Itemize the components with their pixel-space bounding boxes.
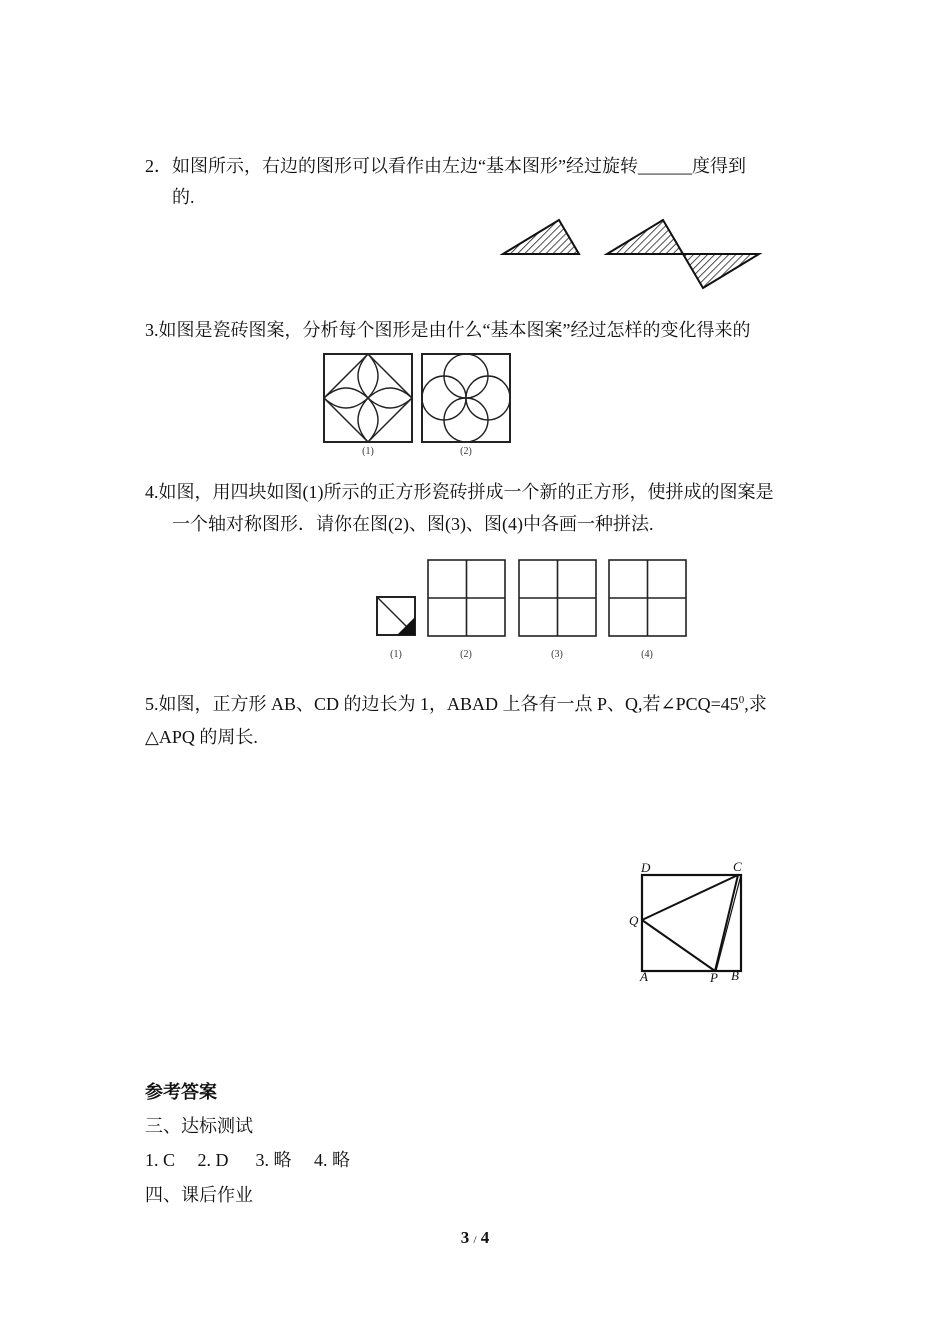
q4-tiling-figures (370, 555, 695, 665)
basic-triangle-shape (503, 220, 579, 254)
label-b: B (731, 968, 739, 983)
label-q: Q (629, 913, 639, 928)
q3-caption-1: (1) (362, 446, 374, 457)
answers-items: 1. C 2. D 3. 略 4. 略 (145, 1150, 351, 1170)
page-number: 3 / 4 (460, 1228, 490, 1247)
label-a: A (640, 969, 648, 984)
q5-square-figure (625, 855, 755, 990)
rotated-triangle-lower (683, 254, 759, 288)
answers-section-4: 四、课后作业 (145, 1185, 253, 1205)
q2-rotation-figure (495, 212, 770, 294)
q3-tile-figures (318, 348, 518, 460)
q2-text-line1: 2．如图所示，右边的图形可以看作由左边“基本图形”经过旋转______度得到 (145, 156, 746, 176)
grid-2 (428, 560, 505, 636)
tile-pattern-2 (422, 354, 510, 442)
q4-text-line2: 一个轴对称图形．请你在图(2)、图(3)、图(4)中各画一种拼法. (172, 514, 654, 534)
q5-text-line2: △APQ 的周长. (145, 727, 258, 747)
answers-title: 参考答案 (145, 1082, 217, 1102)
q2-text-line2: 的. (172, 187, 195, 207)
label-d: D (641, 860, 651, 875)
q4-text-line1: 4.如图，用四块如图(1)所示的正方形瓷砖拼成一个新的正方形，使拼成的图案是 (145, 482, 774, 502)
q4-caption-4: (4) (641, 649, 653, 660)
label-c: C (733, 859, 742, 874)
rotated-triangle-upper (607, 220, 683, 254)
answers-section-3: 三、达标测试 (145, 1116, 253, 1136)
grid-3 (519, 560, 596, 636)
q3-text: 3.如图是瓷砖图案，分析每个图形是由什么“基本图案”经过怎样的变化得来的 (145, 320, 751, 340)
q4-caption-1: (1) (390, 649, 402, 660)
q4-caption-2: (2) (460, 649, 472, 660)
q4-caption-3: (3) (551, 649, 563, 660)
q3-caption-2: (2) (460, 446, 472, 457)
label-p: P (710, 970, 718, 985)
grid-4 (609, 560, 686, 636)
single-tile (377, 597, 415, 635)
tile-pattern-1 (324, 354, 412, 442)
q5-text-line1: 5.如图，正方形 AB、CD 的边长为 1，ABAD 上各有一点 P、Q,若$\angle PCQ=45^0$,求 (145, 694, 767, 714)
